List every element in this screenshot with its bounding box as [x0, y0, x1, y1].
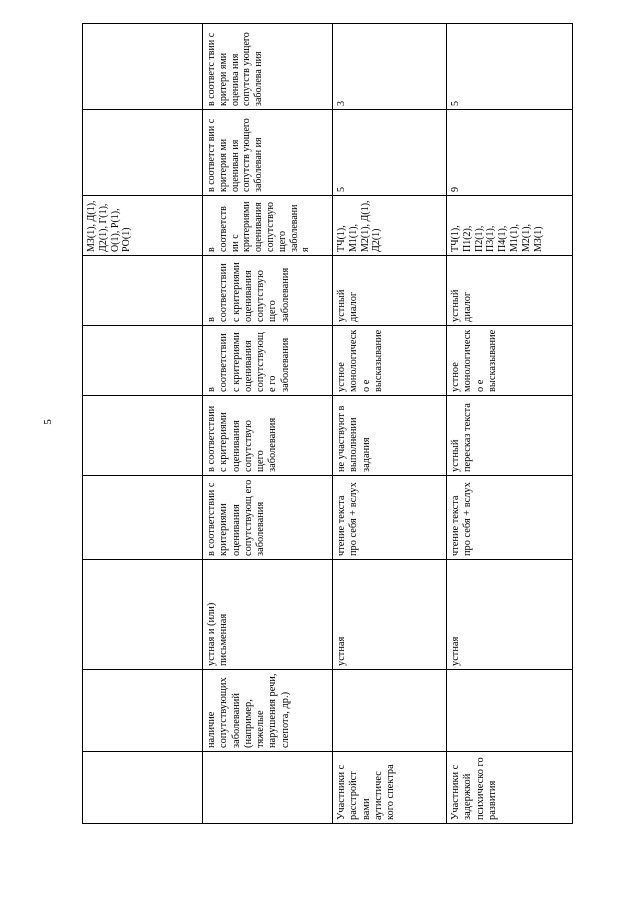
table-cell: [83, 256, 203, 326]
table-cell: наличие сопутствующих заболеваний (например, тяжелые нарушения речи, слепота, др.): [203, 670, 333, 752]
table-cell: 9: [447, 110, 573, 196]
table-cell: в соответствии с критериями оценивания сопутствую щего заболевания: [203, 396, 333, 476]
table-cell: устная: [447, 560, 573, 670]
table-row: [447, 24, 573, 824]
table-cell: в соответств ии с критериями оценивания сопутствую щего заболевани я: [203, 196, 333, 256]
table-cell: устный диалог: [447, 256, 573, 326]
table-cell: 5: [333, 110, 447, 196]
table-cell: устный диалог: [333, 256, 447, 326]
table-cell: в соответст вии с критерия ми оцениван ия сопутств ующего заболеван ия: [203, 110, 333, 196]
table-cell: Участники с расстройст вами аутистичес кого спектра: [333, 752, 447, 824]
table-cell: устная: [333, 560, 447, 670]
table-cell: [83, 476, 203, 560]
table-cell: не участвуют в выполнении задания: [333, 396, 447, 476]
table-cell: Участники с задержкой психическо го развития: [447, 752, 573, 824]
table-cell: ТЧ(1), П1(2), П2(1), П3(1), П4(1), М1(1), М2(1), МЗ(1): [447, 196, 573, 256]
table-cell: [83, 560, 203, 670]
table-cell: ТЧ(1), М1(1), М2(1), Д(1), Д2(1): [333, 196, 447, 256]
table-cell: [83, 24, 203, 110]
table-cell: [83, 396, 203, 476]
table-cell: 5: [447, 24, 573, 110]
table-row: [83, 24, 203, 824]
table-cell: чтение текста про себя + вслух: [333, 476, 447, 560]
table-cell: устное монологическо е высказывание: [333, 326, 447, 396]
table-row: [333, 24, 447, 824]
table-row: [203, 24, 333, 824]
criteria-table: [82, 23, 573, 824]
table-cell: [83, 670, 203, 752]
table-cell: в соответствии с критериями оценивания сопутствующ его заболевания: [203, 476, 333, 560]
table-cell: [333, 670, 447, 752]
page-number: 5: [42, 419, 54, 425]
table-cell: [203, 752, 333, 824]
table-cell: [447, 670, 573, 752]
table-cell: в соответс твии с критери ями оценива ния сопутств ующего заболева ния: [203, 24, 333, 110]
table-cell: устное монологическо е высказывание: [447, 326, 573, 396]
table-cell: [83, 752, 203, 824]
table-cell: МЗ(1), Д(1), Д2(1), Г(1), О(1), Р(1), РО(1): [83, 196, 203, 256]
table-cell: [83, 326, 203, 396]
table-cell: 3: [333, 24, 447, 110]
table-cell: [83, 110, 203, 196]
table-cell: в соответствии с критериями оценивания сопутствую щего заболевания: [203, 256, 333, 326]
table-cell: в соответствии с критериями оценивания сопутствующе го заболевания: [203, 326, 333, 396]
table-cell: устная и (или) письменная: [203, 560, 333, 670]
table-cell: чтение текста про себя + вслух: [447, 476, 573, 560]
rotated-table-container: [82, 24, 572, 824]
table-cell: устный пересказ текста: [447, 396, 573, 476]
